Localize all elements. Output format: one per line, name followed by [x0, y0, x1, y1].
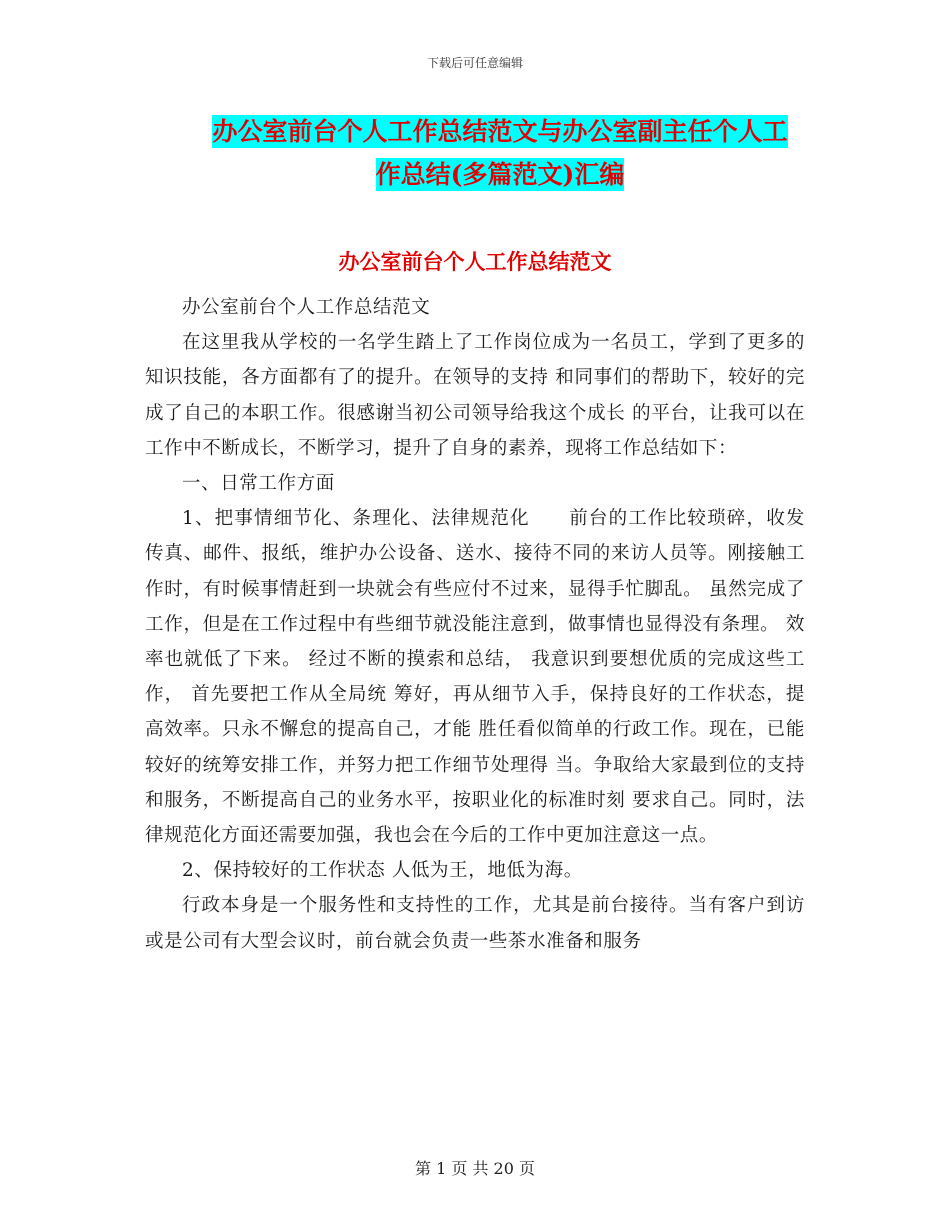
- document-body: [145, 290, 805, 959]
- paragraph-intro: 在这里我从学校的一名学生踏上了工作岗位成为一名员工，学到了更多的知识技能，各方面都有了的提升。在领导的支持 和同事们的帮助下，较好的完成了自己的本职工作。很感谢当初公司领导给我这个成长 的平台，让我可以在工作中不断成长，不断学习，提升了自身的素养，现将工作总结如下：: [145, 332, 805, 459]
- paragraph-item-2: 2、保持较好的工作状态 人低为王，地低为海。: [182, 860, 583, 882]
- header-note: 下载后可任意编辑: [426, 56, 523, 70]
- paragraph-service: 行政本身是一个服务性和支持性的工作，尤其是前台接待。当有客户到访或是公司有大型会议时，前台就会负责一些茶水准备和服务: [145, 895, 805, 952]
- paragraph-subtitle: 办公室前台个人工作总结范文: [182, 297, 431, 318]
- document-title-line-1: 办公室前台个人工作总结范文与办公室副主任个人工: [212, 117, 788, 146]
- document-title-line-2: 作总结(多篇范文)汇编: [375, 160, 625, 189]
- paragraph-item-1: 1、把事情细节化、条理化、法律规范化 前台的工作比较琐碎，收发传真、邮件、报纸，维护办公设备、送水、接待不同的来访人员等。刚接触工作时，有时候事情赶到一块就会有些应付不过来，显得手忙脚乱。 虽然完成了工作，但是在工作过程中有些细节就没能注意到，做事情也显得没有条理。 效率也就低了下来。 经过不断的摸索和总结， 我意识到要想优质的完成这些工作， 首先要把工作从全局统 筹好，再从细节入手，保持良好的工作状态，提高效率。只永不懈怠的提高自己，才能 胜任看似简单的行政工作。现在，已能较好的统筹安排工作，并努力把工作细节处理得 当。争取给大家最到位的支持和服务，不断提高自己的业务水平，按职业化的标准时刻 要求自己。同时，法律规范化方面还需要加强，我也会在今后的工作中更加注意这一点。: [145, 508, 805, 847]
- document-title: [150, 110, 850, 196]
- paragraph-heading-daily-work: 一、日常工作方面: [182, 473, 335, 495]
- page-footer: 第 1 页 共 20 页: [415, 1159, 535, 1178]
- section-title: 办公室前台个人工作总结范文: [338, 249, 612, 274]
